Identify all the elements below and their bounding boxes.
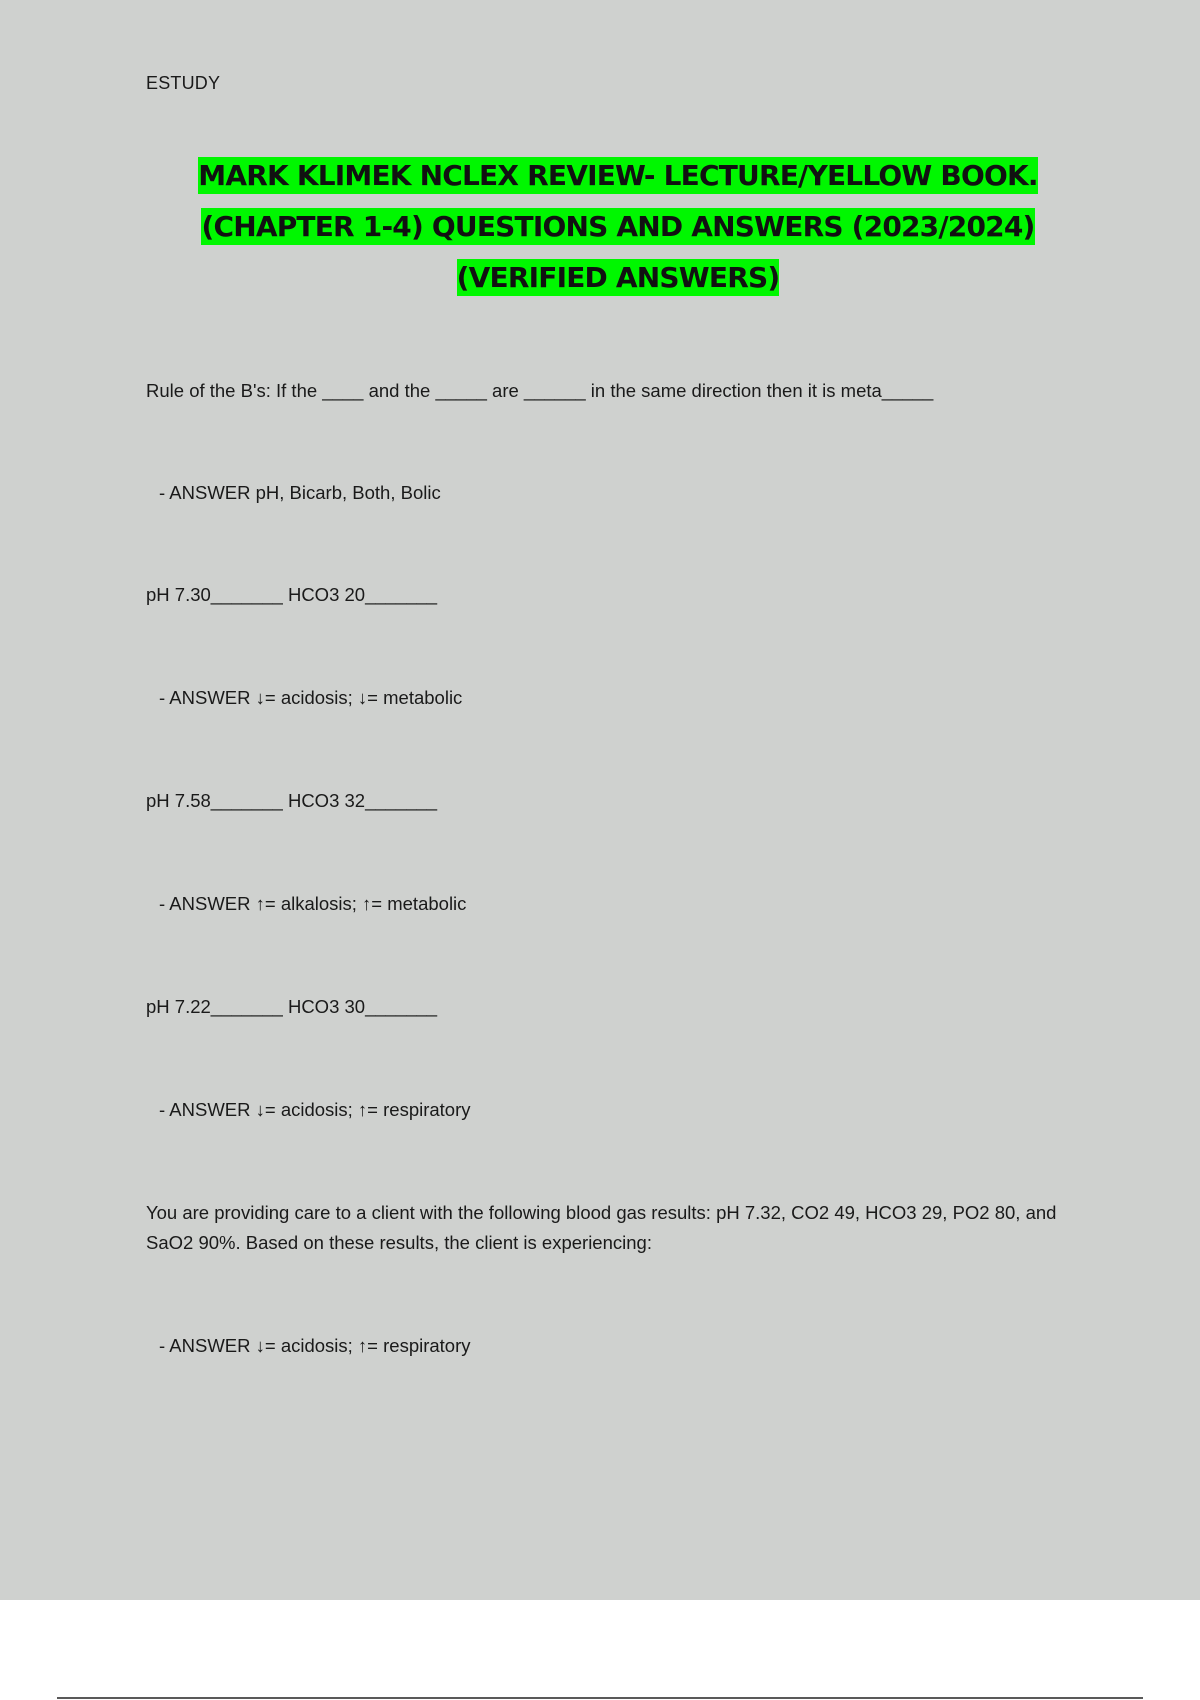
question-2: pH 7.30_______ HCO3 20_______: [146, 584, 438, 605]
answer-4: - ANSWER ↓= acidosis; ↑= respiratory: [159, 1099, 471, 1120]
answer-3: - ANSWER ↑= alkalosis; ↑= metabolic: [159, 893, 467, 914]
question-5: You are providing care to a client with the following blood gas results: pH 7.32, CO2 49, HCO3 29, PO2 80, and SaO2 90%. Based on these results, the client is experiencing:: [146, 1202, 1057, 1253]
title-line-3: (VERIFIED ANSWERS): [456, 261, 780, 294]
answer-2: - ANSWER ↓= acidosis; ↓= metabolic: [159, 687, 463, 708]
document-title: [100, 150, 1136, 303]
header-label: ESTUDY: [146, 73, 221, 93]
title-line-2: (CHAPTER 1-4) QUESTIONS AND ANSWERS (2023/2024): [201, 210, 1035, 243]
question-4: pH 7.22_______ HCO3 30_______: [146, 996, 438, 1017]
title-line-1: MARK KLIMEK NCLEX REVIEW- LECTURE/YELLOW BOOK.: [198, 159, 1038, 192]
answer-5: - ANSWER ↓= acidosis; ↑= respiratory: [159, 1335, 471, 1356]
answer-1: - ANSWER pH, Bicarb, Both, Bolic: [159, 482, 441, 503]
question-1: Rule of the B's: If the ____ and the _____ are ______ in the same direction then it is meta_____: [146, 380, 934, 401]
question-3: pH 7.58_______ HCO3 32_______: [146, 790, 438, 811]
